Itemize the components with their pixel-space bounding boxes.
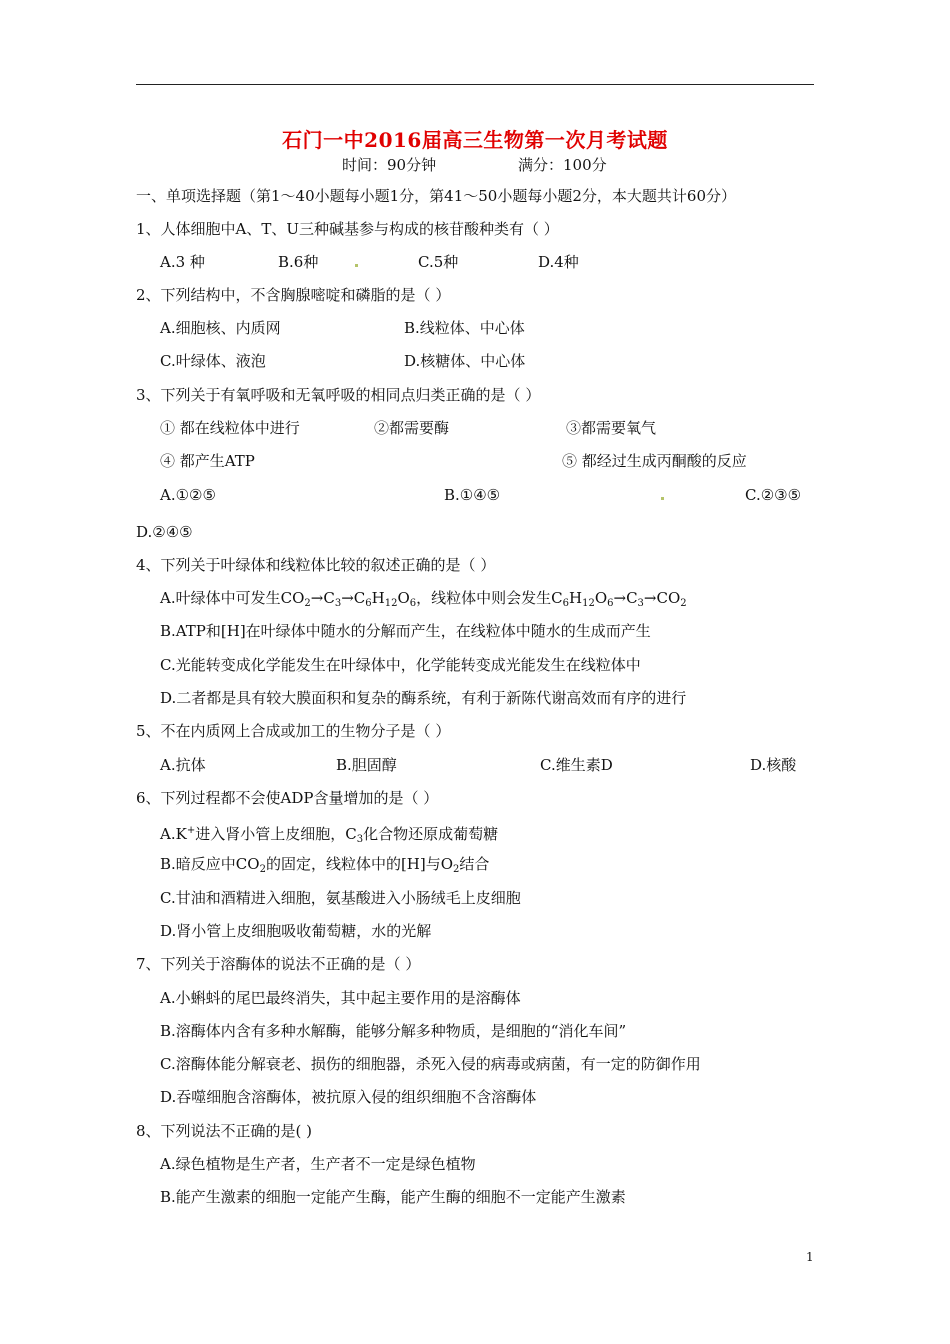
- exam-title: 石门一中2016届高三生物第一次月考试题: [282, 128, 668, 152]
- q2-stem: 2、下列结构中，不含胸腺嘧啶和磷脂的是（ ）: [136, 286, 451, 304]
- q8-option-b: B.能产生激素的细胞一定能产生酶，能产生酶的细胞不一定能产生激素: [160, 1188, 626, 1206]
- section-heading: 一、单项选择题（第1～40小题每小题1分，第41～50小题每小题2分，本大题共计60分）: [136, 187, 736, 205]
- q1-option-d: D.4种: [538, 253, 579, 271]
- q6-option-c: C.甘油和酒精进入细胞，氨基酸进入小肠绒毛上皮细胞: [160, 889, 521, 907]
- q3-option-c: C.②③⑤: [745, 486, 802, 504]
- q3-statement-2: ②都需要酶: [374, 419, 450, 437]
- q2-option-c: C.叶绿体、液泡: [160, 352, 266, 370]
- q4-option-b: B.ATP和[H]在叶绿体中随水的分解而产生，在线粒体中随水的生成而产生: [160, 622, 651, 640]
- q2-option-b: B.线粒体、中心体: [404, 319, 525, 337]
- q1-stem: 1、人体细胞中A、T、U三种碱基参与构成的核苷酸种类有（ ）: [136, 220, 559, 238]
- q5-option-d: D.核酸: [750, 756, 797, 774]
- q7-option-b: B.溶酶体内含有多种水解酶，能够分解多种物质，是细胞的“消化车间”: [160, 1022, 627, 1040]
- q3-option-b: B.①④⑤: [444, 486, 501, 504]
- q3-option-d: D.②④⑤: [136, 523, 193, 541]
- q8-option-a: A.绿色植物是生产者，生产者不一定是绿色植物: [160, 1155, 476, 1173]
- q3-statement-3: ③都需要氧气: [566, 419, 657, 437]
- q6-option-d: D.肾小管上皮细胞吸收葡萄糖，水的光解: [160, 922, 432, 940]
- q3-statement-5: ⑤ 都经过生成丙酮酸的反应: [562, 452, 747, 470]
- header-rule: [136, 84, 814, 85]
- q3-statement-1: ① 都在线粒体中进行: [160, 419, 300, 437]
- q4-option-c: C.光能转变成化学能发生在叶绿体中，化学能转变成光能发生在线粒体中: [160, 656, 641, 674]
- q5-stem: 5、不在内质网上合成或加工的生物分子是（ ）: [136, 722, 451, 740]
- q1-option-c: C.5种: [418, 253, 459, 271]
- q7-option-d: D.吞噬细胞含溶酶体，被抗原入侵的组织细胞不含溶酶体: [160, 1088, 537, 1106]
- q4-option-d: D.二者都是具有较大膜面积和复杂的酶系统，有利于新陈代谢高效而有序的进行: [160, 689, 687, 707]
- exam-score: 满分：100分: [518, 156, 607, 174]
- q5-option-b: B.胆固醇: [336, 756, 397, 774]
- page-number: 1: [806, 1250, 814, 1264]
- q7-option-a: A.小蝌蚪的尾巴最终消失，其中起主要作用的是溶酶体: [160, 989, 521, 1007]
- scan-speck: [355, 264, 358, 267]
- q8-stem: 8、下列说法不正确的是( ): [136, 1122, 313, 1140]
- q6-option-a: A.K+进入肾小管上皮细胞，$C_3$化合物还原成葡萄糖: [160, 825, 499, 845]
- q7-stem: 7、下列关于溶酶体的说法不正确的是（ ）: [136, 955, 421, 973]
- exam-time: 时间：90分钟: [342, 156, 437, 174]
- scan-speck: [661, 497, 664, 500]
- q5-option-a: A.抗体: [160, 756, 206, 774]
- q5-option-c: C.维生素D: [540, 756, 613, 774]
- q4-option-a: A.叶绿体中可发生$CO_2\to C_3\to C_6H_{12}O_6$，线粒体中则会发生$C_6H_{12}O_6\to C_3\to CO_2$: [160, 589, 687, 609]
- q4-stem: 4、下列关于叶绿体和线粒体比较的叙述正确的是（ ）: [136, 556, 496, 574]
- q3-option-a: A.①②⑤: [160, 486, 216, 504]
- q2-option-a: A.细胞核、内质网: [160, 319, 281, 337]
- q1-option-a: A.3 种: [160, 253, 205, 271]
- q1-option-b: B.6种: [278, 253, 319, 271]
- q3-stem: 3、下列关于有氧呼吸和无氧呼吸的相同点归类正确的是（ ）: [136, 386, 541, 404]
- q7-option-c: C.溶酶体能分解衰老、损伤的细胞器，杀死入侵的病毒或病菌，有一定的防御作用: [160, 1055, 701, 1073]
- q6-option-b: B.暗反应中$CO_2$的固定，线粒体中的[H]与$O_2$结合: [160, 855, 490, 875]
- q6-stem: 6、下列过程都不会使ADP含量增加的是（ ）: [136, 789, 439, 807]
- q3-statement-4: ④ 都产生ATP: [160, 452, 255, 470]
- q2-option-d: D.核糖体、中心体: [404, 352, 526, 370]
